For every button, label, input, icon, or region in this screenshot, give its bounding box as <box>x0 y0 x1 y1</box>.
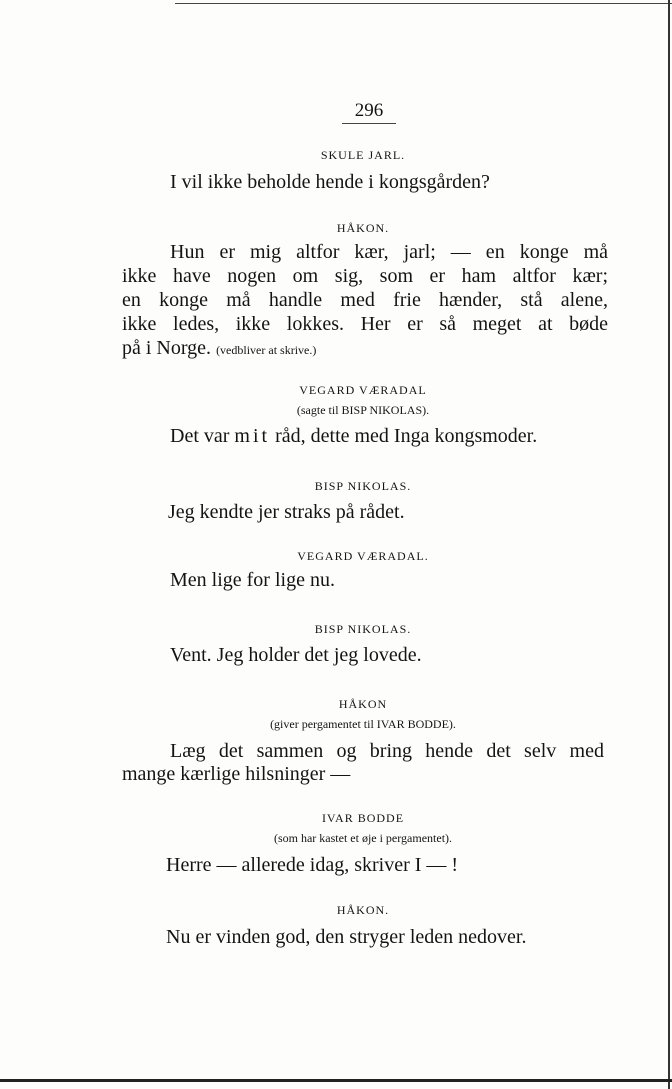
right-edge-rule <box>668 0 670 1089</box>
speaker-name: IVAR BODDE <box>321 811 405 825</box>
stage-direction: (sagte til BISP NIKOLAS). <box>296 403 430 417</box>
dialogue-line: Læg det sammen og bring hende det selv med <box>170 740 604 762</box>
dialogue-line: Nu er vinden god, den stryger leden nedover. <box>166 926 527 948</box>
top-edge-rule <box>175 3 672 4</box>
dialogue-line: Jeg kendte jer straks på rådet. <box>168 501 405 523</box>
speaker-name: SKULE JARL. <box>320 148 406 162</box>
stage-direction: (vedbliver at skrive.) <box>216 343 317 357</box>
dialogue-line: Hun er mig altfor kær, jarl; — en konge må <box>170 241 608 263</box>
speaker-name: BISP NIKOLAS. <box>314 479 412 493</box>
dialogue-line: I vil ikke beholde hende i kongsgården? <box>170 171 490 193</box>
dialogue-text: på i Norge. <box>122 337 212 359</box>
page-number-rule <box>342 123 396 124</box>
dialogue-line: Vent. Jeg holder det jeg lovede. <box>170 644 422 666</box>
speaker-name: HÅKON. <box>336 903 390 917</box>
dialogue-line <box>122 337 316 360</box>
dialogue-text: råd, dette med Inga kongsmoder. <box>270 425 538 447</box>
dialogue-line: mange kærlige hilsninger — <box>122 763 351 785</box>
speaker-name: VEGARD VÆRADAL <box>299 383 427 397</box>
dialogue-line: ikke ledes, ikke lokkes. Her er så meget at bøde <box>122 313 608 335</box>
speaker-name: BISP NIKOLAS. <box>314 622 412 636</box>
dialogue-line: Men lige for lige nu. <box>170 569 335 591</box>
speaker-name: HÅKON <box>338 697 388 711</box>
stage-direction: (som har kastet et øje i pergamentet). <box>273 831 453 845</box>
emphasized-word: mit <box>234 425 271 447</box>
dialogue-line: Herre — allerede idag, skriver I — ! <box>166 854 459 876</box>
dialogue-text: Det var <box>170 425 235 447</box>
dialogue-line: en konge må handle med frie hænder, stå alene, <box>122 289 608 311</box>
dialogue-line <box>170 425 537 448</box>
stage-direction: (giver pergamentet til IVAR BODDE). <box>270 717 456 731</box>
dialogue-line: ikke have nogen om sig, som er ham altfor kær; <box>122 265 608 287</box>
speaker-name: VEGARD VÆRADAL. <box>297 549 429 563</box>
bottom-edge-rule <box>0 1079 672 1082</box>
page-number: 296 <box>354 100 384 121</box>
speaker-name: HÅKON. <box>336 221 390 235</box>
